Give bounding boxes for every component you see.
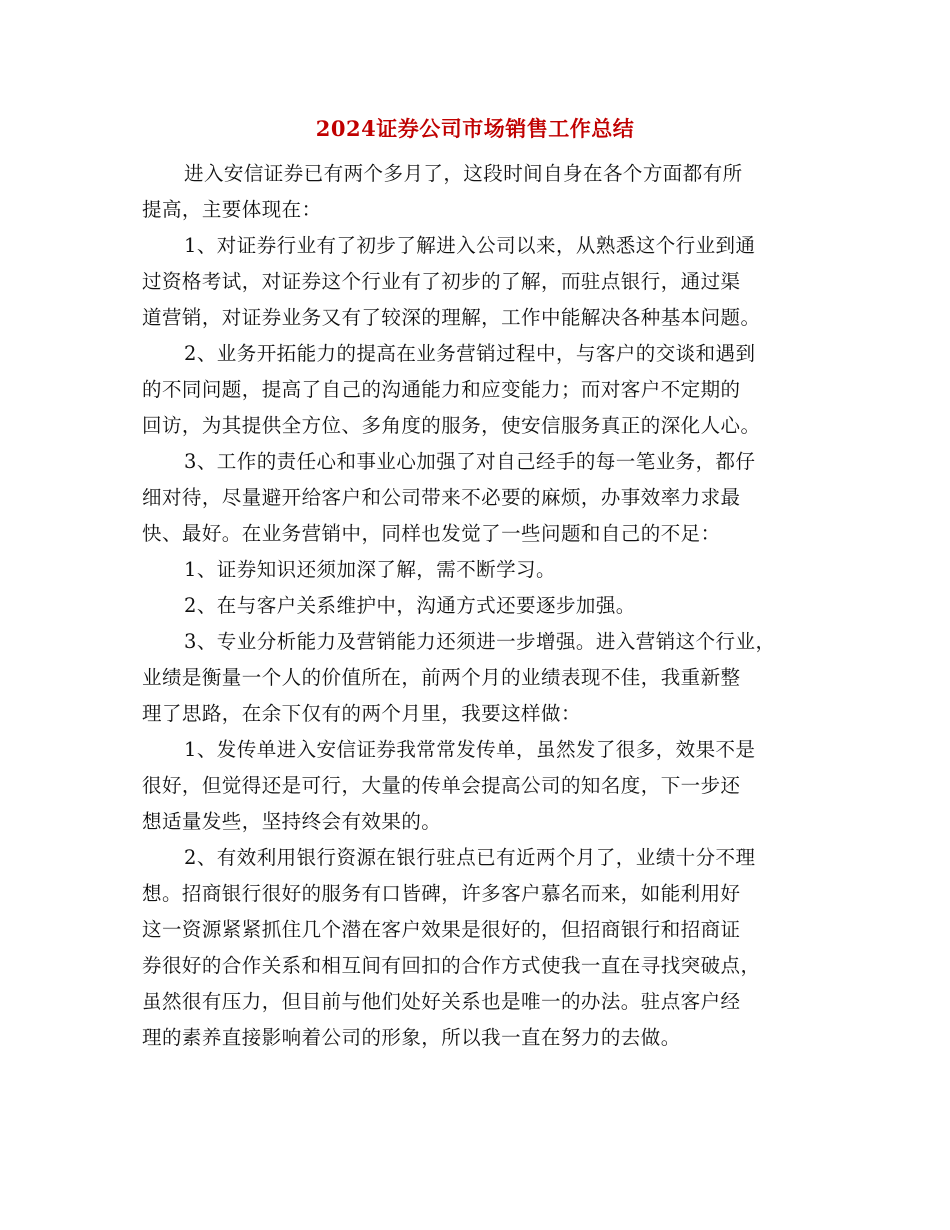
body-text-line: 虽然很有压力，但目前与他们处好关系也是唯一的办法。驻点客户经 [142, 990, 741, 1013]
body-text-line: 2、有效利用银行资源在银行驻点已有近两个月了，业绩十分不理 [184, 846, 756, 869]
body-text-line: 回访，为其提供全方位、多角度的服务，使安信服务真正的深化人心。 [142, 414, 761, 437]
body-text-line: 2、在与客户关系维护中，沟通方式还要逐步加强。 [184, 594, 636, 617]
body-text-line: 理的素养直接影响着公司的形象，所以我一直在努力的去做。 [142, 1026, 681, 1049]
body-text-line: 1、发传单进入安信证券我常常发传单，虽然发了很多，效果不是 [184, 738, 756, 761]
body-text-line: 业绩是衡量一个人的价值所在，前两个月的业绩表现不佳，我重新整 [142, 666, 741, 689]
body-text-line: 很好，但觉得还是可行，大量的传单会提高公司的知名度，下一步还 [142, 774, 741, 797]
body-text-line: 提高，主要体现在： [142, 198, 322, 221]
body-text-line: 想。招商银行很好的服务有口皆碑，许多客户慕名而来，如能利用好 [142, 882, 741, 905]
body-text-line: 细对待，尽量避开给客户和公司带来不必要的麻烦，办事效率力求最 [142, 486, 741, 509]
body-text-line: 这一资源紧紧抓住几个潜在客户效果是很好的，但招商银行和招商证 [142, 918, 741, 941]
body-text-line: 券很好的合作关系和相互间有回扣的合作方式使我一直在寻找突破点， [142, 954, 761, 977]
body-text-line: 3、工作的责任心和事业心加强了对自己经手的每一笔业务，都仔 [184, 450, 756, 473]
body-text-line: 2、业务开拓能力的提高在业务营销过程中，与客户的交谈和遇到 [184, 342, 756, 365]
document-title: 2024证券公司市场销售工作总结 [315, 116, 635, 141]
body-text-line: 的不同问题，提高了自己的沟通能力和应变能力；而对客户不定期的 [142, 378, 741, 401]
body-text-line: 过资格考试，对证券这个行业有了初步的了解，而驻点银行，通过渠 [142, 270, 741, 293]
body-text-line: 道营销，对证券业务又有了较深的理解，工作中能解决各种基本问题。 [142, 306, 761, 329]
body-text-line: 3、专业分析能力及营销能力还须进一步增强。进入营销这个行业， [184, 630, 776, 653]
body-text-line: 快、最好。在业务营销中，同样也发觉了一些问题和自己的不足： [142, 522, 721, 545]
body-text-line: 1、对证券行业有了初步了解进入公司以来，从熟悉这个行业到通 [184, 234, 756, 257]
body-text-line: 进入安信证券已有两个多月了，这段时间自身在各个方面都有所 [184, 162, 743, 185]
body-text-line: 想适量发些，坚持终会有效果的。 [142, 810, 442, 833]
body-text-line: 理了思路，在余下仅有的两个月里，我要这样做： [142, 702, 581, 725]
document-body [142, 156, 822, 1056]
body-text-line: 1、证券知识还须加深了解，需不断学习。 [184, 558, 556, 581]
